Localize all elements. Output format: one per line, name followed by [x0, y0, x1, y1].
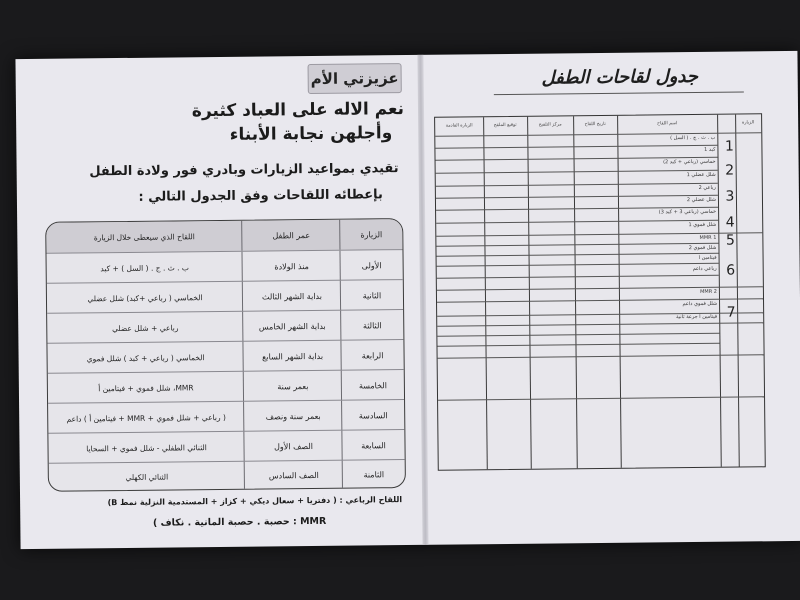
vaccine-cell: MMR، شلل فموي + فيتامين أ — [98, 382, 194, 393]
vaccine-cell: الخماسي ( رباعي +كبد) شلل عضلي — [87, 292, 203, 303]
right-page — [423, 51, 800, 545]
row-divider — [437, 333, 719, 337]
visit-number: 4 — [725, 214, 735, 231]
table-header-row — [46, 219, 402, 253]
table-row — [48, 369, 404, 404]
header-vaccine: اللقاح الذي سيعطى خلال الزيارة — [93, 231, 195, 242]
age-cell: الصف السادس — [244, 461, 343, 490]
visit-cell: السابعة — [341, 430, 404, 461]
vaccination-booklet — [15, 51, 800, 549]
vaccine-cell: ب . ث . ج . ( السل ) + كبد — [100, 262, 190, 273]
header-child-age: عمر الطفل — [241, 220, 340, 251]
table-row — [46, 249, 402, 284]
visit-cell: الثالثة — [340, 310, 403, 341]
poem-line-2: وأجلهن نجابة الأبناء — [229, 123, 393, 145]
vaccine-entry: خماسي (رباعي + كبد 2) — [663, 158, 716, 166]
vaccine-entry: ب . ث . ج . ( السل ) — [670, 134, 716, 142]
table-row — [47, 309, 403, 344]
column-header-vaccine-date: تاريخ اللقاح — [584, 121, 606, 128]
vaccine-cell: رباعي + شلل عضلي — [112, 322, 179, 333]
visit-number: 3 — [725, 188, 735, 205]
visit-cell: الرابعة — [340, 340, 403, 371]
vaccine-cell: الخماسي ( رباعي + كبد ) شلل فموي — [86, 352, 205, 363]
age-cell: بداية الشهر الثالث — [242, 281, 341, 312]
visit-number: 6 — [726, 262, 736, 279]
visit-cell: الأولى — [339, 250, 402, 281]
age-cell: منذ الولادة — [241, 251, 340, 282]
vaccine-entry: شلل فموي 2 — [688, 244, 717, 252]
column-header-center: مركز التلقيح — [538, 122, 562, 128]
age-cell: بداية الشهر السابع — [242, 341, 341, 372]
age-cell: بعمر سنة — [243, 371, 342, 402]
column-divider — [573, 116, 578, 468]
age-cell: بعمر سنة ونصف — [243, 401, 342, 432]
age-cell: الصف الأول — [243, 431, 342, 462]
vaccine-entry: شلل فموي داعم — [682, 300, 718, 308]
table-row — [48, 399, 404, 434]
vaccine-cell: الثنائي الطفلي - شلل فموي + السحايا — [86, 442, 207, 453]
vaccine-cell: الثنائي الكهلي — [125, 472, 169, 482]
dear-mother-badge: عزيزتي الأم — [308, 63, 402, 94]
vaccine-cell: ( رباعي + شلل فموي + MMR + فيتامين أ ) داعم — [66, 412, 226, 424]
row-divider — [437, 343, 719, 347]
vaccine-entry: فيتامين أ — [698, 254, 717, 261]
visit-cell: الثامنة — [342, 460, 405, 489]
vaccine-entry: شلل فموي 1 — [688, 221, 717, 229]
vaccine-entry: رباعي 2 — [698, 184, 716, 191]
instruction-line-1: تقيدي بمواعيد الزيارات وبادري فور ولادة الطفل — [89, 161, 399, 180]
vaccine-entry: رباعي داعم — [692, 265, 717, 273]
column-divider — [617, 116, 622, 468]
page-title: جدول لقاحات الطفل — [541, 65, 699, 89]
instruction-line-2: بإعطائه اللقاحات وفق الجدول التالي : — [138, 187, 383, 205]
column-header-vaccine-name: اسم اللقاح — [657, 121, 678, 127]
title-underline — [494, 91, 744, 95]
column-header-next-visit: الزيارة القادمة — [445, 123, 473, 129]
vaccine-entry: فيتامين أ جرعة ثانية — [676, 313, 718, 321]
table-row — [47, 339, 403, 374]
quadruple-vaccine-note: اللقاح الرباعي : ( دفتريا + سعال ديكي + كزاز + المستدمية النزلية نمط B) — [107, 495, 403, 508]
column-header-visit: الزيارة — [741, 120, 755, 126]
vaccine-entry: خماسي (رباعي 3 + كبد 3) — [658, 208, 717, 216]
visit-cell: الثانية — [340, 280, 403, 311]
vaccine-entry: MMR 1 — [699, 234, 717, 241]
age-cell: بداية الشهر الخامس — [242, 311, 341, 342]
vaccine-entry: شلل عضلي 2 — [686, 196, 716, 204]
left-page — [15, 55, 422, 549]
table-row — [48, 429, 404, 464]
child-vaccine-record-table — [434, 113, 766, 470]
mmr-note: MMR : حصبة . حصبة المانية . نكاف ) — [152, 515, 327, 529]
column-divider — [483, 117, 488, 469]
visit-cell: السادسة — [341, 400, 404, 431]
vaccine-entry: كبد 1 — [704, 146, 716, 153]
visit-schedule-table — [45, 218, 406, 492]
table-row — [49, 459, 405, 492]
visit-number: 7 — [726, 304, 736, 321]
header-visit: الزيارة — [339, 219, 402, 250]
visit-number: 5 — [725, 232, 735, 249]
column-header-signature: توقيع الملقح — [493, 122, 517, 129]
vaccine-entry: شلل عضلي 1 — [686, 171, 716, 179]
poem-line-1: نعم الاله على العباد كثيرة — [191, 99, 405, 122]
visit-number: 2 — [725, 162, 735, 179]
row-divider — [437, 275, 719, 279]
visit-cell: الخامسة — [341, 370, 404, 401]
table-row — [47, 279, 403, 314]
visit-number: 1 — [724, 138, 734, 155]
column-divider — [527, 117, 532, 469]
vaccine-entry: MMR 2 — [700, 288, 717, 295]
